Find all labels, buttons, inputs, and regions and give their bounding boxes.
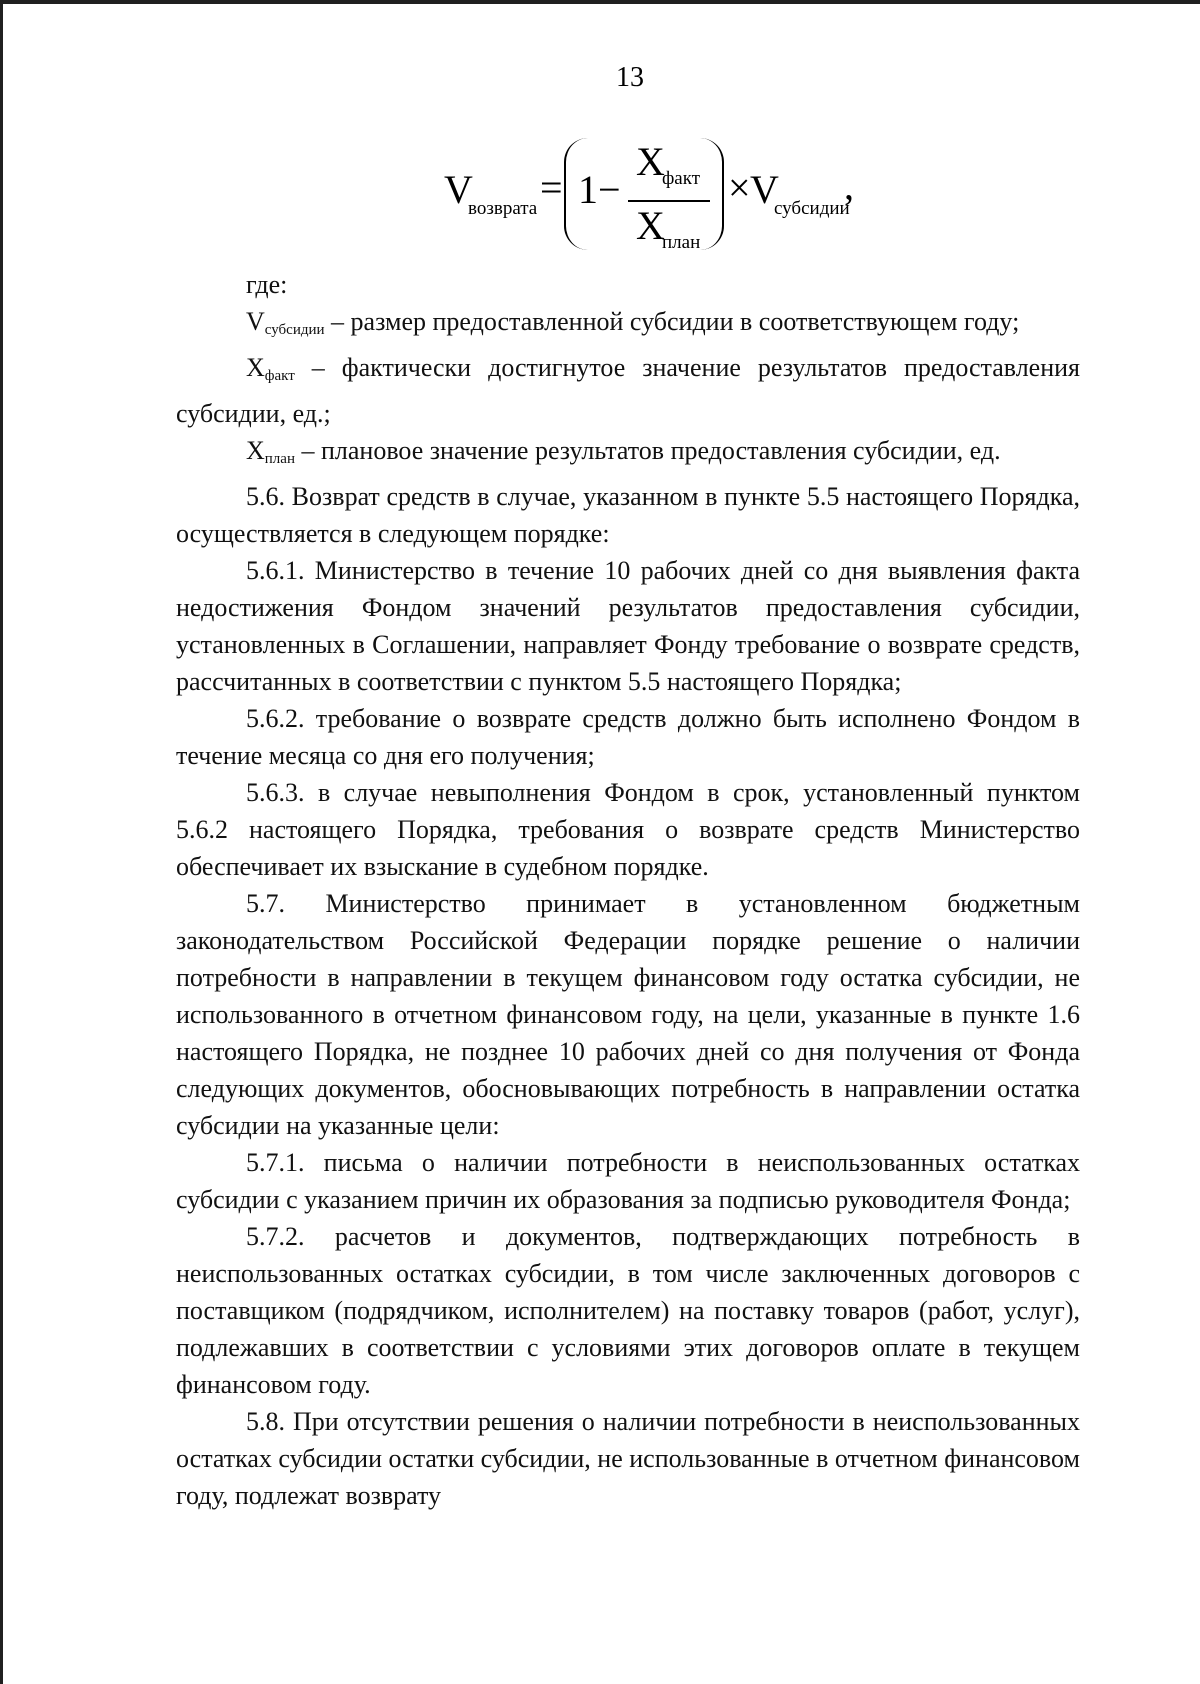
formula-comma: ,: [844, 163, 854, 208]
where-label: где:: [246, 270, 288, 299]
definition-x-fact: [176, 349, 1080, 432]
def-xf-text: – фактически достигнутое значение результатов предоставления субсидии, ед.;: [176, 353, 1080, 428]
paragraph-5-6-1: 5.6.1. Министерство в течение 10 рабочих дней со дня выявления факта недостижения Фондом значений результатов предоставления субсидии, установленных в Соглашении, направляет Фонду требование о возврате средств, рассчитанных в соответствии с пунктом 5.5 настоящего Порядка;: [176, 556, 1080, 696]
paragraph-5-6-2: 5.6.2. требование о возврате средств должно быть исполнено Фондом в течение месяца со дня его получения;: [176, 704, 1080, 770]
scan-border-top: [0, 0, 1200, 4]
formula-lhs: V: [444, 167, 473, 212]
formula-denominator-sub: план: [662, 232, 701, 253]
formula-denominator: X: [636, 203, 665, 248]
scan-border-left: [0, 0, 3, 1684]
def-v-symbol: V: [246, 307, 265, 336]
definition-v-subsidy: [176, 303, 1080, 349]
formula-right-paren: [700, 138, 724, 250]
formula-numerator-sub: факт: [662, 168, 701, 189]
page-number: 13: [616, 62, 644, 93]
definition-x-plan: [176, 432, 1080, 478]
document-body: [176, 266, 1080, 1514]
formula-times: ×: [728, 165, 751, 210]
def-xp-symbol: X: [246, 436, 265, 465]
paragraph-5-8: 5.8. При отсутствии решения о наличии потребности в неиспользованных остатках субсидии остатки субсидии, не использованные в отчетном финансовом году, подлежат возврату: [176, 1407, 1080, 1510]
def-v-subscript: субсидии: [264, 322, 325, 338]
paragraph-5-7: 5.7. Министерство принимает в установленном бюджетным законодательством Российской Федерации порядке решение о наличии потребности в направлении в текущем финансовом году остатка субсидии, не использованного в отчетном финансовом году, на цели, указанные в пункте 1.6 настоящего Порядка, не позднее 10 рабочих дней со дня получения от Фонда следующих документов, обосновывающих потребность в направлении остатка субсидии на указанные цели:: [176, 889, 1080, 1140]
formula-one-minus: 1−: [578, 167, 621, 212]
formula-numerator: X: [636, 139, 665, 184]
def-xf-subscript: факт: [264, 368, 295, 384]
def-xp-subscript: план: [264, 451, 295, 467]
formula-equals: =: [540, 165, 563, 210]
formula-rhs-sub: субсидии: [774, 198, 850, 219]
def-xf-symbol: X: [246, 353, 265, 382]
paragraph-5-7-1: 5.7.1. письма о наличии потребности в неиспользованных остатках субсидии с указанием причин их образования за подписью руководителя Фонда;: [176, 1148, 1080, 1214]
def-xp-text: – плановое значение результатов предоставления субсидии, ед.: [294, 436, 1001, 465]
paragraph-5-6-3: 5.6.3. в случае невыполнения Фондом в срок, установленный пунктом 5.6.2 настоящего Порядка, требования о возврате средств Министерство обеспечивает их взыскание в судебном порядке.: [176, 778, 1080, 881]
formula-rhs: V: [750, 167, 779, 212]
formula-lhs-sub: возврата: [468, 198, 538, 219]
paragraph-5-7-2: 5.7.2. расчетов и документов, подтверждающих потребность в неиспользованных остатках субсидии, в том числе заключенных договоров с поставщиком (подрядчиком, исполнителем) на поставку товаров (работ, услуг), подлежавших в соответствии с условиями этих договоров оплате в текущем финансовом году.: [176, 1222, 1080, 1399]
def-v-text: – размер предоставленной субсидии в соответствующем году;: [324, 307, 1020, 336]
paragraph-5-6: 5.6. Возврат средств в случае, указанном в пункте 5.5 настоящего Порядка, осуществляется в следующем порядке:: [176, 482, 1080, 548]
refund-formula: [440, 138, 900, 258]
